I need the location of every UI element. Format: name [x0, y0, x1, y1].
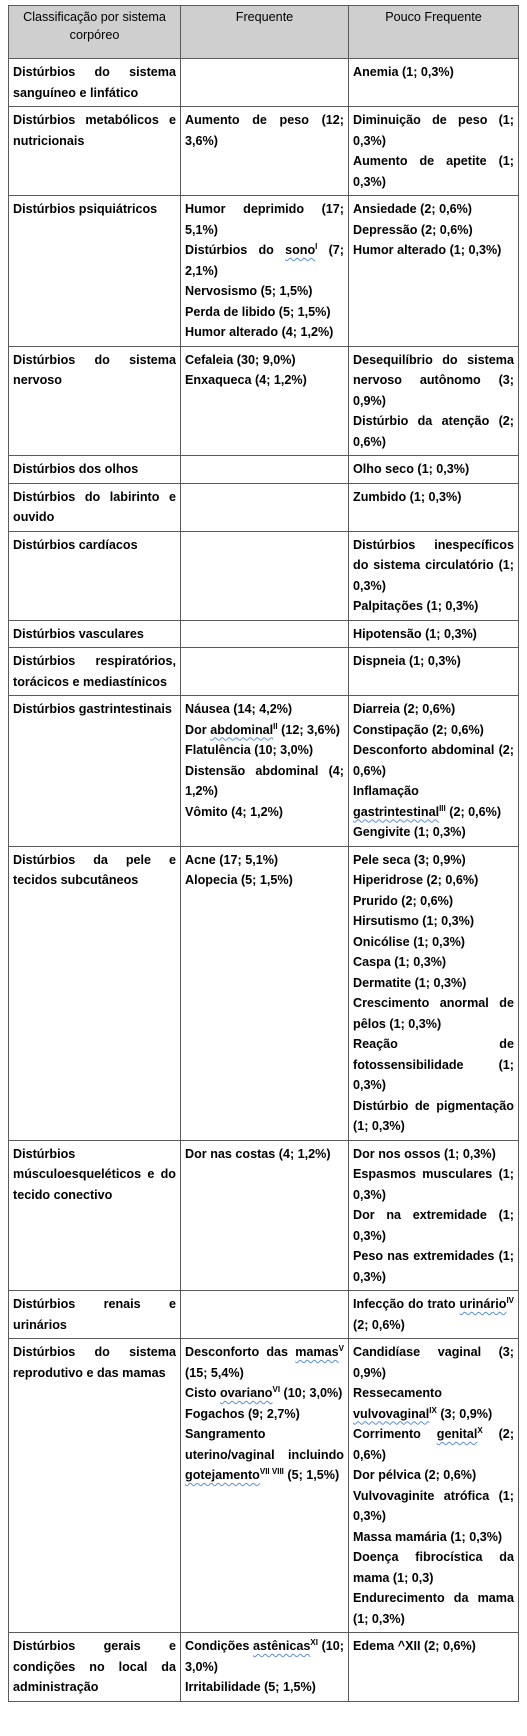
reaction-item: Aumento de apetite (1; 0,3%) [353, 154, 514, 189]
table-row [9, 696, 519, 847]
header-system-classification: Classificação por sistema corpóreo [9, 6, 181, 59]
reaction-item: Sangramento uterino/vaginal incluindo gotejamento$^{VII VIII}$ (5; 1,5%) [185, 1427, 344, 1482]
reaction-item: Distúrbio da atenção (2; 0,6%) [353, 414, 514, 449]
reaction-item: Cefaleia (30; 9,0%) [185, 352, 296, 367]
frequent-cell [181, 648, 349, 696]
infrequent-cell [349, 346, 519, 456]
frequent-cell [181, 1291, 349, 1339]
table-row [9, 59, 519, 107]
frequent-cell [181, 531, 349, 620]
frequent-cell [181, 696, 349, 847]
reaction-item: Hiperidrose (2; 0,6%) [353, 873, 479, 887]
reaction-item: Dor abdominal$^{II}$ (12; 3,6%) [185, 721, 340, 737]
reaction-item: Candidíase vaginal (3; 0,9%) [353, 1345, 514, 1380]
reaction-item: Crescimento anormal de pêlos (1; 0,3%) [353, 996, 514, 1031]
reaction-item: Gengivite (1; 0,3%) [353, 825, 466, 839]
table-row [9, 1291, 519, 1339]
frequent-cell [181, 846, 349, 1140]
frequent-cell [181, 456, 349, 484]
header-infrequent: Pouco Frequente [349, 6, 519, 59]
system-class-cell: Distúrbios do sistema nervoso [9, 346, 181, 456]
reaction-item: Dor nas costas (4; 1,2%) [185, 1146, 331, 1161]
frequent-cell [181, 196, 349, 347]
reaction-item: Dor nos ossos (1; 0,3%) [353, 1146, 496, 1161]
table-row [9, 1339, 519, 1633]
reaction-item: Distúrbios do sono$^I$ (7; 2,1%) [185, 241, 344, 278]
reaction-item: Diminuição de peso (1; 0,3%) [353, 113, 514, 148]
reaction-item: Vômito (4; 1,2%) [185, 804, 283, 819]
frequent-cell [181, 1339, 349, 1633]
system-class-cell: Distúrbios psiquiátricos [9, 196, 181, 347]
infrequent-cell [349, 1339, 519, 1633]
reaction-item: Hipotensão (1; 0,3%) [353, 626, 477, 641]
system-class-cell: Distúrbios do sistema sanguíneo e linfático [9, 59, 181, 107]
reaction-item: Alopecia (5; 1,5%) [185, 873, 293, 887]
frequent-cell [181, 620, 349, 648]
system-class-cell: Distúrbios gerais e condições no local da administração [9, 1633, 181, 1702]
reaction-item: Dor na extremidade (1; 0,3%) [353, 1208, 514, 1243]
reaction-item: Nervosismo (5; 1,5%) [185, 284, 313, 298]
reaction-item: Reação de fotossensibilidade (1; 0,3%) [353, 1037, 514, 1092]
reaction-item: Náusea (14; 4,2%) [185, 702, 293, 716]
infrequent-cell [349, 531, 519, 620]
reaction-item: Desconforto das mamas$^V$ (15; 5,4%) [185, 1343, 344, 1380]
reaction-item: Ansiedade (2; 0,6%) [353, 202, 472, 216]
reaction-item: Enxaqueca (4; 1,2%) [185, 373, 307, 387]
adverse-reactions-table [8, 5, 519, 1702]
system-class-cell: Distúrbios músculoesqueléticos e do tecido conectivo [9, 1140, 181, 1291]
system-class-cell: Distúrbios metabólicos e nutricionais [9, 107, 181, 196]
reaction-item: Condições astênicas$^{XI}$ (10; 3,0%) [185, 1637, 344, 1674]
reaction-item: Fogachos (9; 2,7%) [185, 1406, 300, 1421]
reaction-item: Hirsutismo (1; 0,3%) [353, 914, 475, 928]
table-row [9, 483, 519, 531]
infrequent-cell [349, 1291, 519, 1339]
reaction-item: Doença fibrocística da mama (1; 0,3) [353, 1550, 514, 1585]
reaction-item: Humor deprimido (17; 5,1%) [185, 202, 344, 237]
system-class-cell: Distúrbios gastrintestinais [9, 696, 181, 847]
reaction-item: Onicólise (1; 0,3%) [353, 934, 465, 949]
table-row [9, 196, 519, 347]
reaction-item: Dispneia (1; 0,3%) [353, 654, 461, 668]
table-row [9, 620, 519, 648]
infrequent-cell [349, 1633, 519, 1702]
table-row [9, 107, 519, 196]
frequent-cell [181, 59, 349, 107]
reaction-item: Constipação (2; 0,6%) [353, 722, 484, 737]
reaction-item: Prurido (2; 0,6%) [353, 893, 454, 908]
infrequent-cell [349, 696, 519, 847]
infrequent-cell [349, 107, 519, 196]
frequent-cell [181, 483, 349, 531]
system-class-cell: Distúrbios vasculares [9, 620, 181, 648]
reaction-item: Desconforto abdominal (2; 0,6%) [353, 743, 514, 778]
reaction-item: Distúrbio de pigmentação (1; 0,3%) [353, 1098, 514, 1133]
system-class-cell: Distúrbios respiratórios, torácicos e mediastínicos [9, 648, 181, 696]
reaction-item: Anemia (1; 0,3%) [353, 65, 454, 79]
reaction-item: Acne (17; 5,1%) [185, 852, 279, 867]
infrequent-cell [349, 1140, 519, 1291]
infrequent-cell [349, 483, 519, 531]
reaction-item: Distúrbios inespecíficos do sistema circulatório (1; 0,3%) [353, 537, 514, 593]
reaction-item: Espasmos musculares (1; 0,3%) [353, 1167, 514, 1202]
reaction-item: Desequilíbrio do sistema nervoso autônomo (3; 0,9%) [353, 352, 514, 408]
reaction-item: Diarreia (2; 0,6%) [353, 702, 456, 716]
reaction-item: Aumento de peso (12; 3,6%) [185, 113, 344, 148]
reaction-item: Infecção do trato urinário$^{IV}$ (2; 0,6%) [353, 1295, 514, 1332]
system-class-cell: Distúrbios do labirinto e ouvido [9, 483, 181, 531]
reaction-item: Cisto ovariano$^{VI}$ (10; 3,0%) [185, 1384, 343, 1400]
table-row [9, 648, 519, 696]
reaction-item: Dor pélvica (2; 0,6%) [353, 1468, 477, 1482]
frequent-cell [181, 346, 349, 456]
system-class-cell: Distúrbios renais e urinários [9, 1291, 181, 1339]
reaction-item: Humor alterado (1; 0,3%) [353, 243, 502, 257]
reaction-item: Caspa (1; 0,3%) [353, 955, 447, 969]
reaction-item: Massa mamária (1; 0,3%) [353, 1529, 503, 1544]
infrequent-cell [349, 59, 519, 107]
reaction-item: Inflamação gastrintestinal$^{III}$ (2; 0,6%) [353, 784, 502, 819]
system-class-cell: Distúrbios dos olhos [9, 456, 181, 484]
reaction-item: Peso nas extremidades (1; 0,3%) [353, 1249, 514, 1284]
system-class-cell: Distúrbios da pele e tecidos subcutâneos [9, 846, 181, 1140]
infrequent-cell [349, 846, 519, 1140]
reaction-item: Vulvovaginite atrófica (1; 0,3%) [353, 1488, 514, 1523]
reaction-item: Edema ^XII (2; 0,6%) [353, 1639, 476, 1653]
reaction-item: Pele seca (3; 0,9%) [353, 852, 466, 867]
table-row [9, 346, 519, 456]
infrequent-cell [349, 196, 519, 347]
table-row [9, 1140, 519, 1291]
reaction-item: Flatulência (10; 3,0%) [185, 743, 314, 757]
system-class-cell: Distúrbios cardíacos [9, 531, 181, 620]
reaction-item: Distensão abdominal (4; 1,2%) [185, 763, 344, 798]
table-row [9, 531, 519, 620]
reaction-item: Corrimento genital$^X$ (2; 0,6%) [353, 1425, 515, 1462]
reaction-item: Dermatite (1; 0,3%) [353, 975, 467, 990]
frequent-cell [181, 107, 349, 196]
reaction-item: Ressecamento vulvovaginal$^{IX}$ (3; 0,9%) [353, 1386, 493, 1421]
table-row [9, 456, 519, 484]
table-body [9, 59, 519, 1702]
reaction-item: Humor alterado (4; 1,2%) [185, 325, 334, 339]
table-header [9, 6, 519, 59]
table-row [9, 846, 519, 1140]
infrequent-cell [349, 620, 519, 648]
infrequent-cell [349, 456, 519, 484]
frequent-cell [181, 1633, 349, 1702]
header-frequent: Frequente [181, 6, 349, 59]
infrequent-cell [349, 648, 519, 696]
reaction-item: Endurecimento da mama (1; 0,3%) [353, 1591, 514, 1626]
reaction-item: Irritabilidade (5; 1,5%) [185, 1680, 316, 1694]
header-row [9, 6, 519, 59]
system-class-cell: Distúrbios do sistema reprodutivo e das mamas [9, 1339, 181, 1633]
reaction-item: Perda de libido (5; 1,5%) [185, 304, 331, 319]
table-row [9, 1633, 519, 1702]
frequent-cell [181, 1140, 349, 1291]
reaction-item: Zumbido (1; 0,3%) [353, 489, 462, 504]
reaction-item: Palpitações (1; 0,3%) [353, 599, 479, 613]
reaction-item: Olho seco (1; 0,3%) [353, 462, 470, 476]
reaction-item: Depressão (2; 0,6%) [353, 222, 473, 237]
